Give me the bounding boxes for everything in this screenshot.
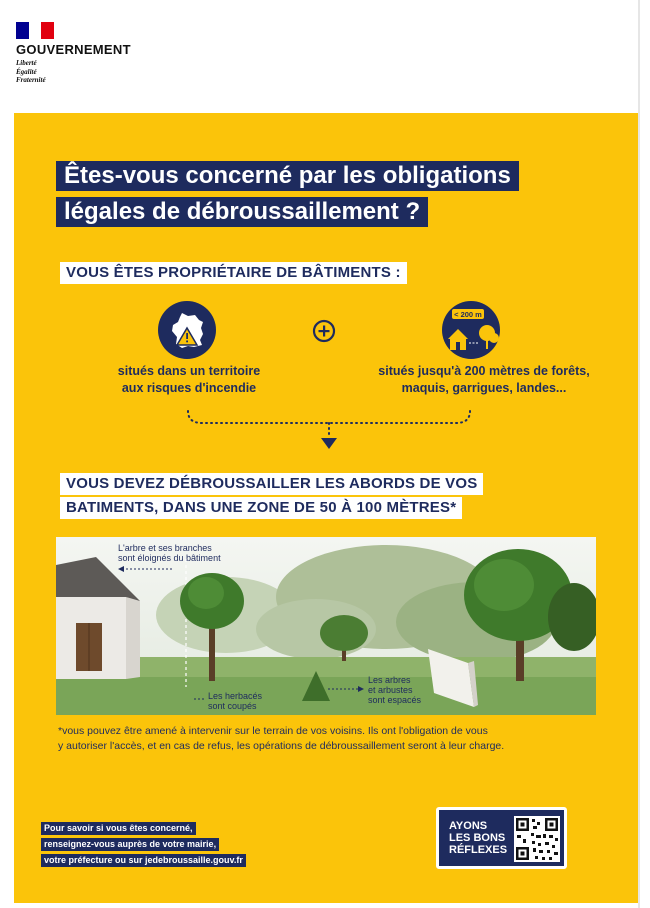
tree-distance-label: L'arbre et ses branches bbox=[118, 543, 212, 553]
government-header bbox=[0, 0, 638, 112]
distance-badge-text: < 200 m bbox=[454, 310, 482, 319]
slogan-line: RÉFLEXES bbox=[449, 844, 508, 856]
france-fire-risk-icon bbox=[158, 301, 216, 359]
motto-fraternite: Fraternité bbox=[16, 76, 46, 84]
condition-line: aux risques d'incendie bbox=[121, 381, 257, 395]
dotted-connector-arrow-icon bbox=[184, 409, 474, 453]
obligation-heading-line-1: VOUS DEVEZ DÉBROUSSAILLER LES ABORDS DE VOS bbox=[60, 473, 483, 495]
qr-code-icon[interactable] bbox=[514, 816, 560, 862]
obligation-heading-line-2: BATIMENTS, DANS UNE ZONE DE 50 À 100 MÈTRES* bbox=[60, 497, 462, 519]
poster bbox=[14, 113, 638, 903]
condition-fire-risk-text bbox=[74, 363, 304, 397]
house-near-forest-icon bbox=[442, 301, 500, 359]
info-line: renseignez-vous auprès de votre mairie, bbox=[41, 838, 219, 851]
slogan-line: AYONS bbox=[449, 820, 488, 832]
institution-name: GOUVERNEMENT bbox=[16, 42, 131, 57]
motto-liberte: Liberté bbox=[16, 59, 37, 67]
poster-title-line-2: légales de débroussaillement ? bbox=[56, 197, 428, 227]
info-line: Pour savoir si vous êtes concerné, bbox=[41, 822, 196, 835]
plus-icon bbox=[312, 319, 336, 343]
footnote-line: y autoriser l'accès, et en cas de refus, les opérations de débroussaillement seront à leur charge. bbox=[58, 740, 505, 752]
tree-distance-label: sont éloignés du bâtiment bbox=[118, 553, 221, 563]
poster-title-line-1: Êtes-vous concerné par les obligations bbox=[56, 161, 519, 191]
trees-spaced-label: Les arbres bbox=[368, 675, 411, 685]
campaign-slogan bbox=[449, 820, 507, 856]
footnote-line: *vous pouvez être amené à intervenir sur le terrain de vos voisins. Ils ont l'obligation de vous bbox=[58, 725, 488, 737]
grass-label: Les herbacés bbox=[208, 691, 263, 701]
french-flag-icon bbox=[16, 22, 54, 39]
condition-forest-distance-text bbox=[354, 363, 614, 397]
flag-red bbox=[41, 22, 54, 39]
trees-spaced-label: sont espacés bbox=[368, 695, 422, 705]
condition-line: maquis, garrigues, landes... bbox=[401, 381, 567, 395]
condition-line: situés jusqu'à 200 mètres de forêts, bbox=[378, 364, 590, 378]
condition-line: situés dans un territoire bbox=[117, 364, 261, 378]
campaign-badge bbox=[436, 807, 567, 869]
page-edge bbox=[638, 0, 640, 908]
owner-heading: VOUS ÊTES PROPRIÉTAIRE DE BÂTIMENTS : bbox=[60, 262, 407, 284]
motto-egalite: Égalité bbox=[16, 67, 37, 76]
republic-motto bbox=[16, 59, 46, 85]
flag-blue bbox=[16, 22, 29, 39]
trees-spaced-label: et arbustes bbox=[368, 685, 413, 695]
flag-white bbox=[29, 22, 42, 39]
footnote bbox=[58, 724, 618, 754]
slogan-line: LES BONS bbox=[449, 832, 506, 844]
grass-label: sont coupés bbox=[208, 701, 257, 711]
clearing-illustration bbox=[56, 537, 596, 715]
info-line: votre préfecture ou sur jedebroussaille.gouv.fr bbox=[41, 854, 246, 867]
